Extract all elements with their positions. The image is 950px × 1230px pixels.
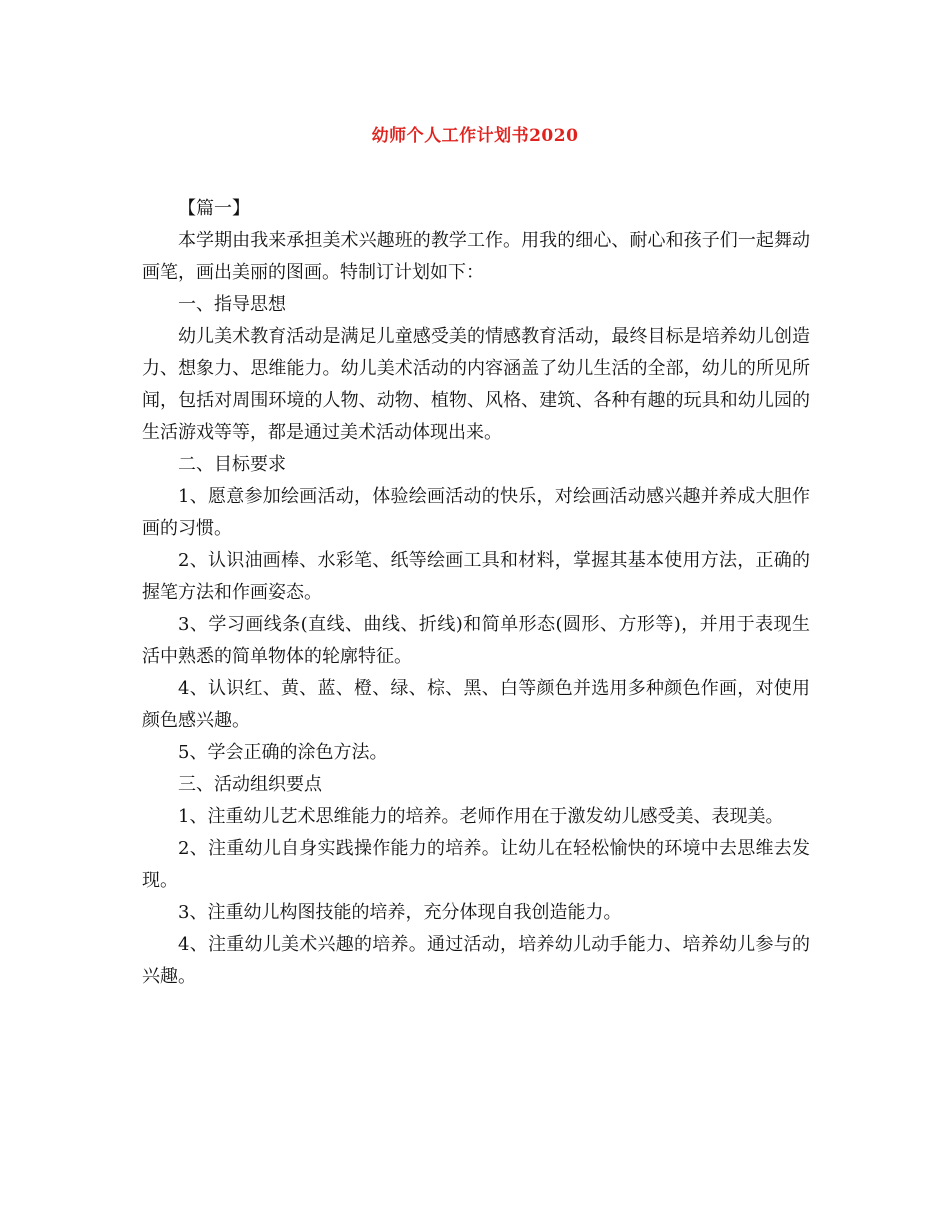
section-heading-guiding-idea: 一、指导思想 [178, 294, 286, 315]
goal-item-3: 3、学习画线条(直线、曲线、折线)和简单形态(圆形、方形等)，并用于表现生活中熟悉的简单物体的轮廓特征。 [142, 614, 810, 667]
guiding-idea-paragraph: 幼儿美术教育活动是满足儿童感受美的情感教育活动，最终目标是培养幼儿创造力、想象力、思维能力。幼儿美术活动的内容涵盖了幼儿生活的全部，幼儿的所见所闻，包括对周围环境的人物、动物、植物、风格、建筑、各种有趣的玩具和幼儿园的生活游戏等等，都是通过美术活动体现出来。 [142, 326, 810, 443]
activity-point-2: 2、注重幼儿自身实践操作能力的培养。让幼儿在轻松愉快的环境中去思维去发现。 [142, 838, 810, 891]
intro-paragraph: 本学期由我来承担美术兴趣班的教学工作。用我的细心、耐心和孩子们一起舞动画笔，画出美丽的图画。特制订计划如下： [142, 230, 810, 283]
section-heading-activity-points: 三、活动组织要点 [178, 774, 322, 795]
activity-point-1: 1、注重幼儿艺术思维能力的培养。老师作用在于激发幼儿感受美、表现美。 [178, 806, 784, 827]
goal-item-2: 2、认识油画棒、水彩笔、纸等绘画工具和材料，掌握其基本使用方法，正确的握笔方法和作画姿态。 [142, 550, 810, 603]
section-heading-goals: 二、目标要求 [178, 454, 286, 475]
activity-point-4: 4、注重幼儿美术兴趣的培养。通过活动，培养幼儿动手能力、培养幼儿参与的兴趣。 [142, 934, 810, 987]
document-title: 幼师个人工作计划书2020 [371, 126, 579, 146]
document-body [142, 193, 810, 993]
goal-item-4: 4、认识红、黄、蓝、橙、绿、棕、黑、白等颜色并选用多种颜色作画，对使用颜色感兴趣。 [142, 678, 810, 731]
section-label: 【篇一】 [178, 198, 250, 219]
activity-point-3: 3、注重幼儿构图技能的培养，充分体现自我创造能力。 [178, 902, 622, 923]
goal-item-1: 1、愿意参加绘画活动，体验绘画活动的快乐，对绘画活动感兴趣并养成大胆作画的习惯。 [142, 486, 810, 539]
goal-item-5: 5、学会正确的涂色方法。 [178, 742, 388, 763]
